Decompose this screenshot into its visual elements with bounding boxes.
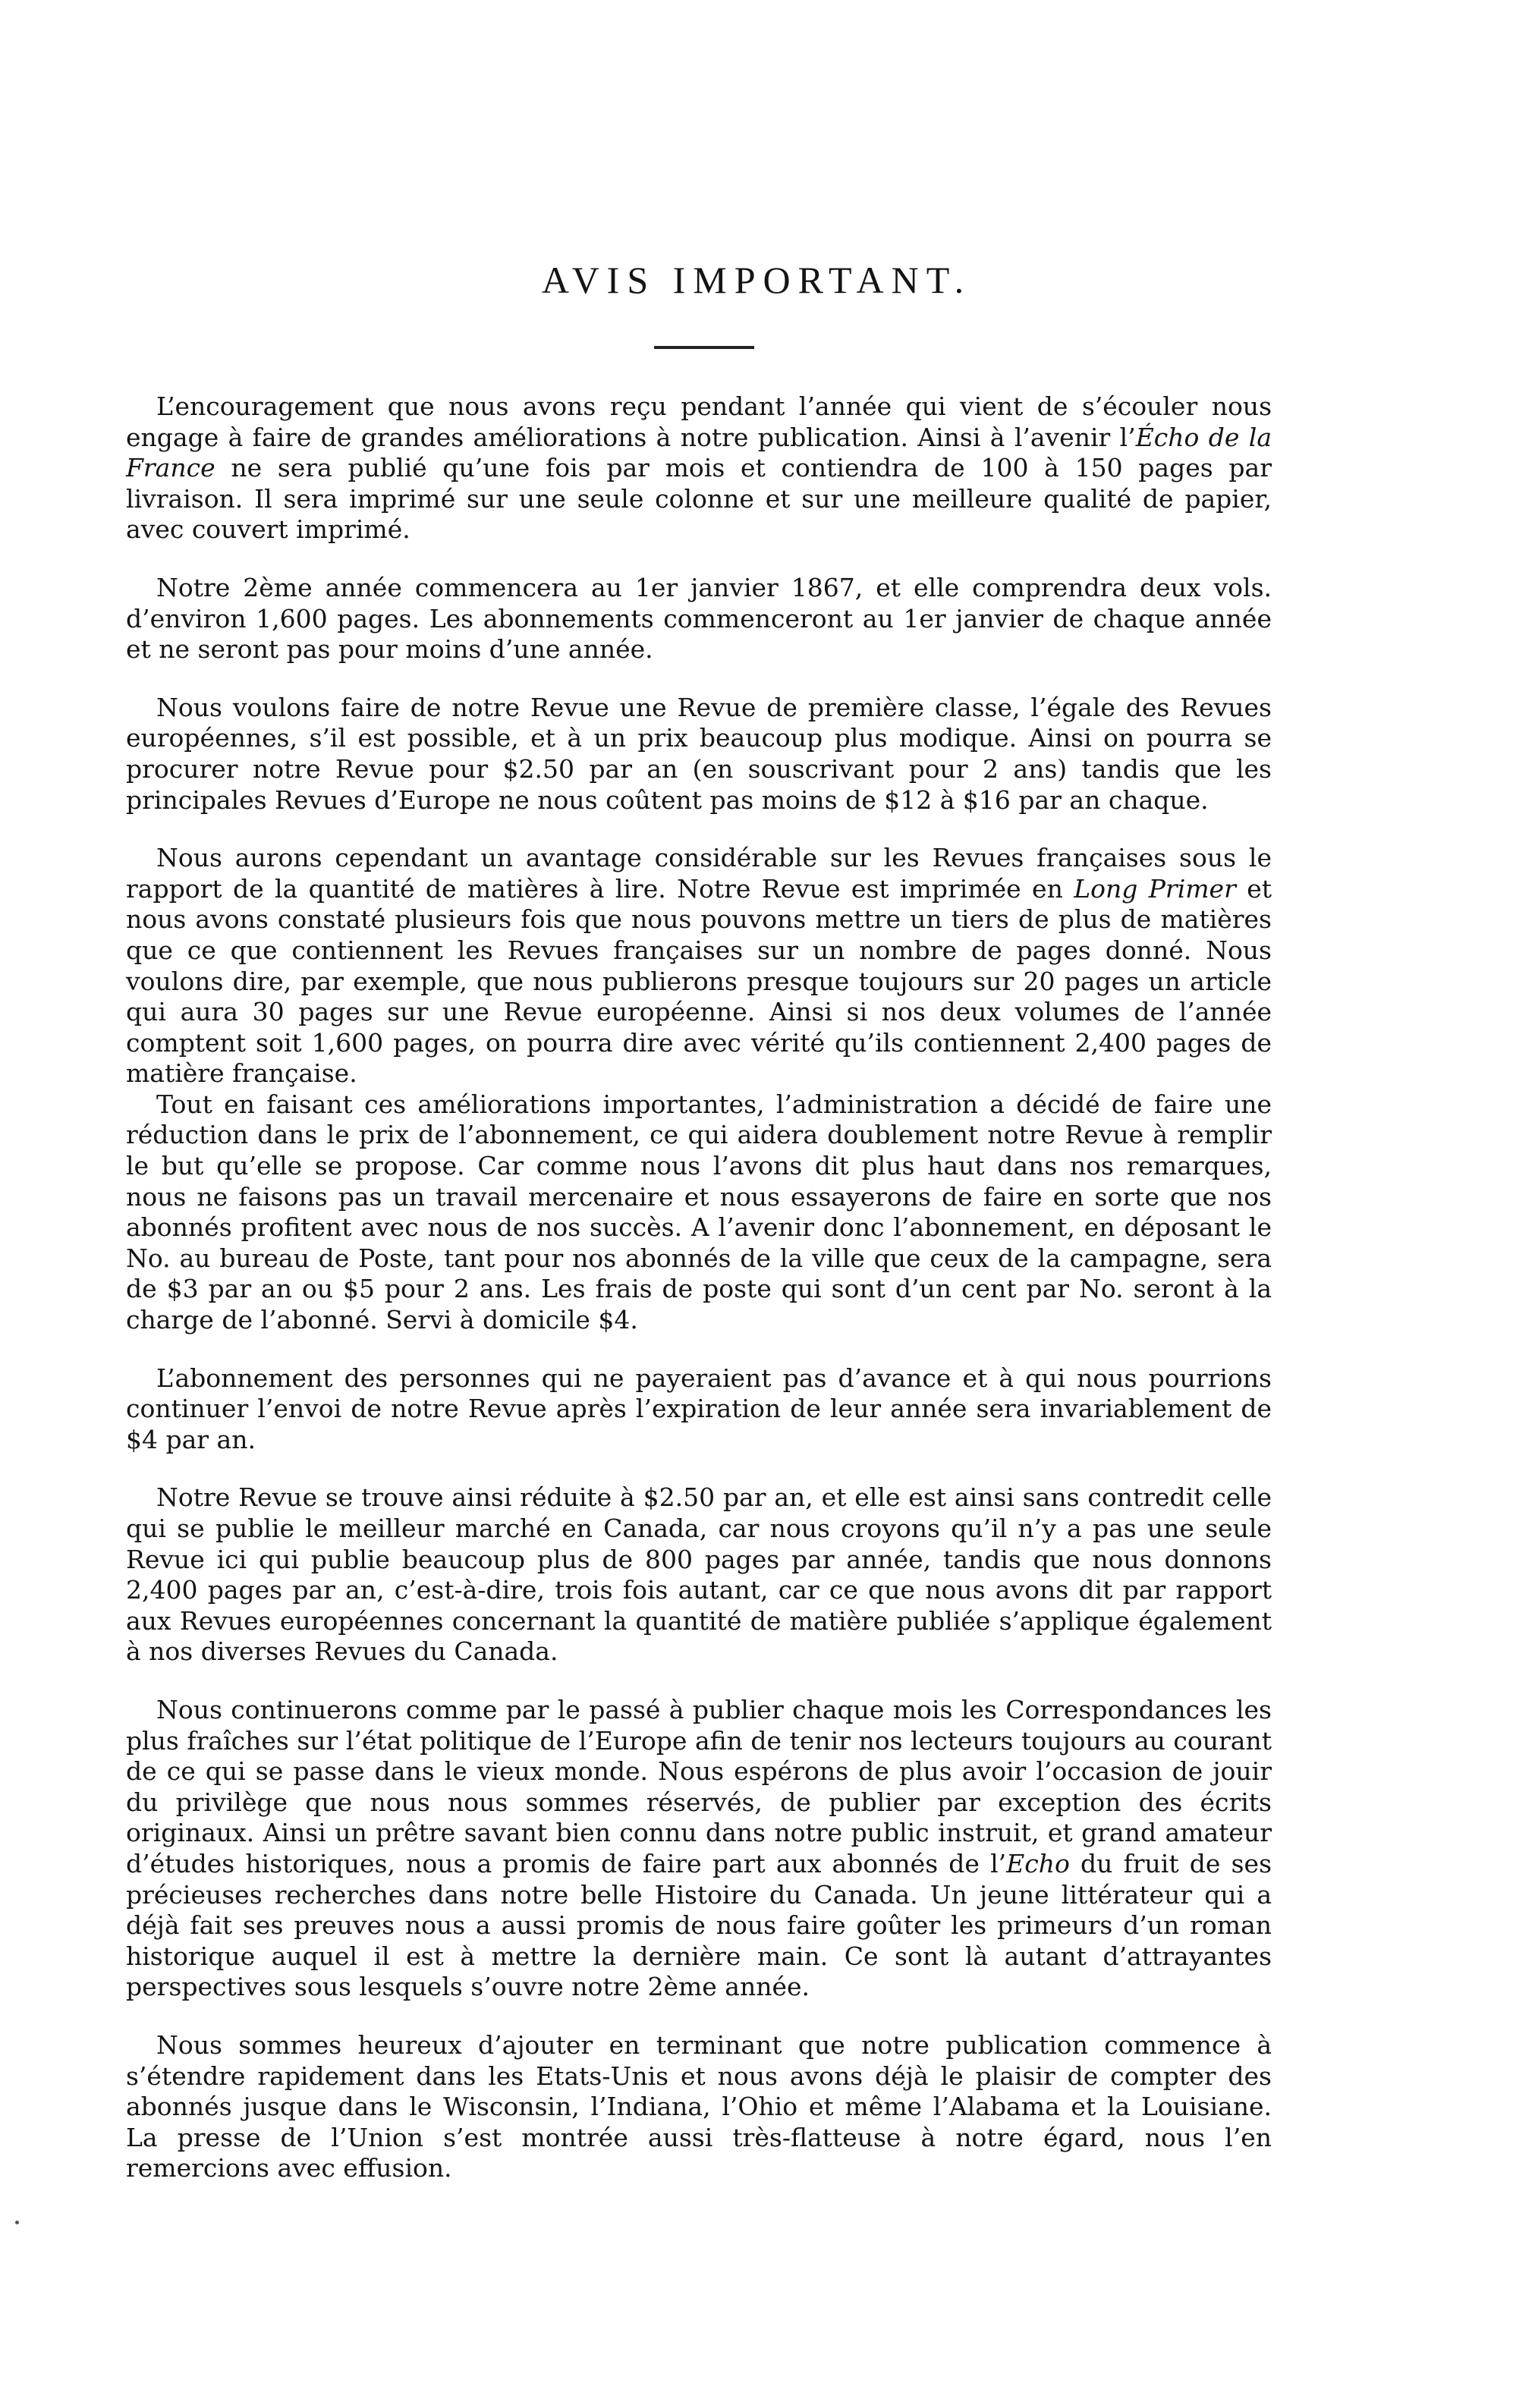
paragraph <box>126 1363 1272 1456</box>
paragraph <box>126 843 1272 1089</box>
text-segment: Nous voulons faire de notre Revue une Revue de première classe, l’égale des Revues européennes, s’il est possible, et à un prix beaucoup plus modique. Ainsi on pourra se procurer notre Revue pour $2.50 par an (en souscrivant pour 2 ans) tandis que les principales Revues d’Europe ne nous coûtent pas moins de $12 à $16 par an chaque. <box>126 692 1272 815</box>
margin-mark <box>15 2221 19 2224</box>
paragraph <box>126 391 1272 545</box>
paragraph <box>126 693 1272 816</box>
text-segment: Nous sommes heureux d’ajouter en terminant que notre publication commence à s’étendre rapidement dans les Etats-Unis et nous avons déjà le plaisir de compter des abonnés jusque dans le Wisconsin, l’Indiana, l’Ohio et même l’Alabama et la Louisiane. La presse de l’Union s’est montrée aussi très-flatteuse à notre égard, nous l’en remercions avec effusion. <box>126 2029 1272 2183</box>
text-segment: Nous continuerons comme par le passé à publier chaque mois les Correspondances les plus fraîches sur l’état politique de l’Europe afin de tenir nos lecteurs toujours au courant de ce qui se passe dans le vieux monde. Nous espérons de plus avoir l’occasion de jouir du privilège que nous nous sommes réservés, de publier par exception des écrits originaux. Ainsi un prêtre savant bien connu dans notre public instruit, et grand amateur d’études historiques, nous a promis de faire part aux abonnés de l’ <box>126 1694 1272 1878</box>
paragraph <box>126 1695 1272 2003</box>
text-segment: L’abonnement des personnes qui ne payeraient pas d’avance et à qui nous pourrions continuer l’envoi de notre Revue après l’expiration de leur année sera invariablement de $4 par an. <box>126 1363 1272 1454</box>
text-segment: ne sera publié qu’une fois par mois et contiendra de 100 à 150 pages par livraison. Il sera imprimé sur une seule colonne et sur une meilleure qualité de papier, avec couvert imprimé. <box>126 453 1272 545</box>
title-rule <box>654 346 754 349</box>
text-segment: du fruit de ses précieuses recherches dans notre belle Histoire du Canada. Un jeune littérateur qui a déjà fait ses preuves nous a aussi promis de nous faire goûter les primeurs d’un roman historique auquel il est à mettre la dernière main. Ce sont là autant d’attrayantes perspectives sous lesquels s’ouvre notre 2ème année. <box>126 1848 1272 2002</box>
article-body <box>126 391 1272 2212</box>
text-segment: Nous aurons cependant un avantage considérable sur les Revues françaises sous le rapport de la quantité de matières à lire. Notre Revue est imprimée en <box>126 843 1272 904</box>
text-segment: Notre 2ème année commencera au 1er janvier 1867, et elle comprendra deux vols. d’environ 1,600 pages. Les abonnements commenceront au 1er janvier de chaque année et ne seront pas pour moins d’une année. <box>126 572 1272 665</box>
paragraph <box>126 2030 1272 2184</box>
text-segment: et nous avons constaté plusieurs fois que nous pouvons mettre un tiers de plus de matières que ce que contiennent les Revues françaises sur un nombre de pages donné. Nous voulons dire, par exemple, que nous publierons presque toujours sur 20 pages un article qui aura 30 pages sur une Revue européenne. Ainsi si nos deux volumes de l’année comptent soit 1,600 pages, on pourra dire avec vérité qu’ils contiennent 2,400 pages de matière française. <box>126 873 1272 1089</box>
text-segment: Notre Revue se trouve ainsi réduite à $2.50 par an, et elle est ainsi sans contredit celle qui se publie le meilleur marché en Canada, car nous croyons qu’il n’y a pas une seule Revue ici qui publie beaucoup plus de 800 pages par année, tandis que nous donnons 2,400 pages par an, c’est-à-dire, trois fois autant, car ce que nous avons dit par rapport aux Revues européennes concernant la quantité de matière publiée s’applique également à nos diverses Revues du Canada. <box>126 1482 1272 1667</box>
text-segment: L’encouragement que nous avons reçu pendant l’année qui vient de s’écouler nous engage à faire de grandes améliorations à notre publication. Ainsi à l’avenir l’ <box>126 391 1272 452</box>
paragraph <box>126 1482 1272 1668</box>
italic-segment: Long Primer <box>1074 873 1236 904</box>
italic-segment: Écho de la France <box>126 422 1272 483</box>
text-segment: Tout en faisant ces améliorations importantes, l’administration a décidé de faire une réduction dans le prix de l’abonnement, ce qui aidera doublement notre Revue à remplir le but qu’elle se propose. Car comme nous l’avons dit plus haut dans nos remarques, nous ne faisons pas un travail mercenaire et nous essayerons de faire en sorte que nos abonnés profitent avec nous de nos succès. A l’avenir donc l’abonnement, en déposant le No. au bureau de Poste, tant pour nos abonnés de la ville que ceux de la campagne, sera de $3 par an ou $5 pour 2 ans. Les frais de poste qui sont d’un cent par No. seront à la charge de l’abonné. Servi à domicile $4. <box>126 1089 1272 1335</box>
paragraph <box>126 573 1272 665</box>
italic-segment: Echo <box>1006 1848 1070 1878</box>
paragraph <box>126 1089 1272 1336</box>
page-title: AVIS IMPORTANT. <box>541 259 972 301</box>
